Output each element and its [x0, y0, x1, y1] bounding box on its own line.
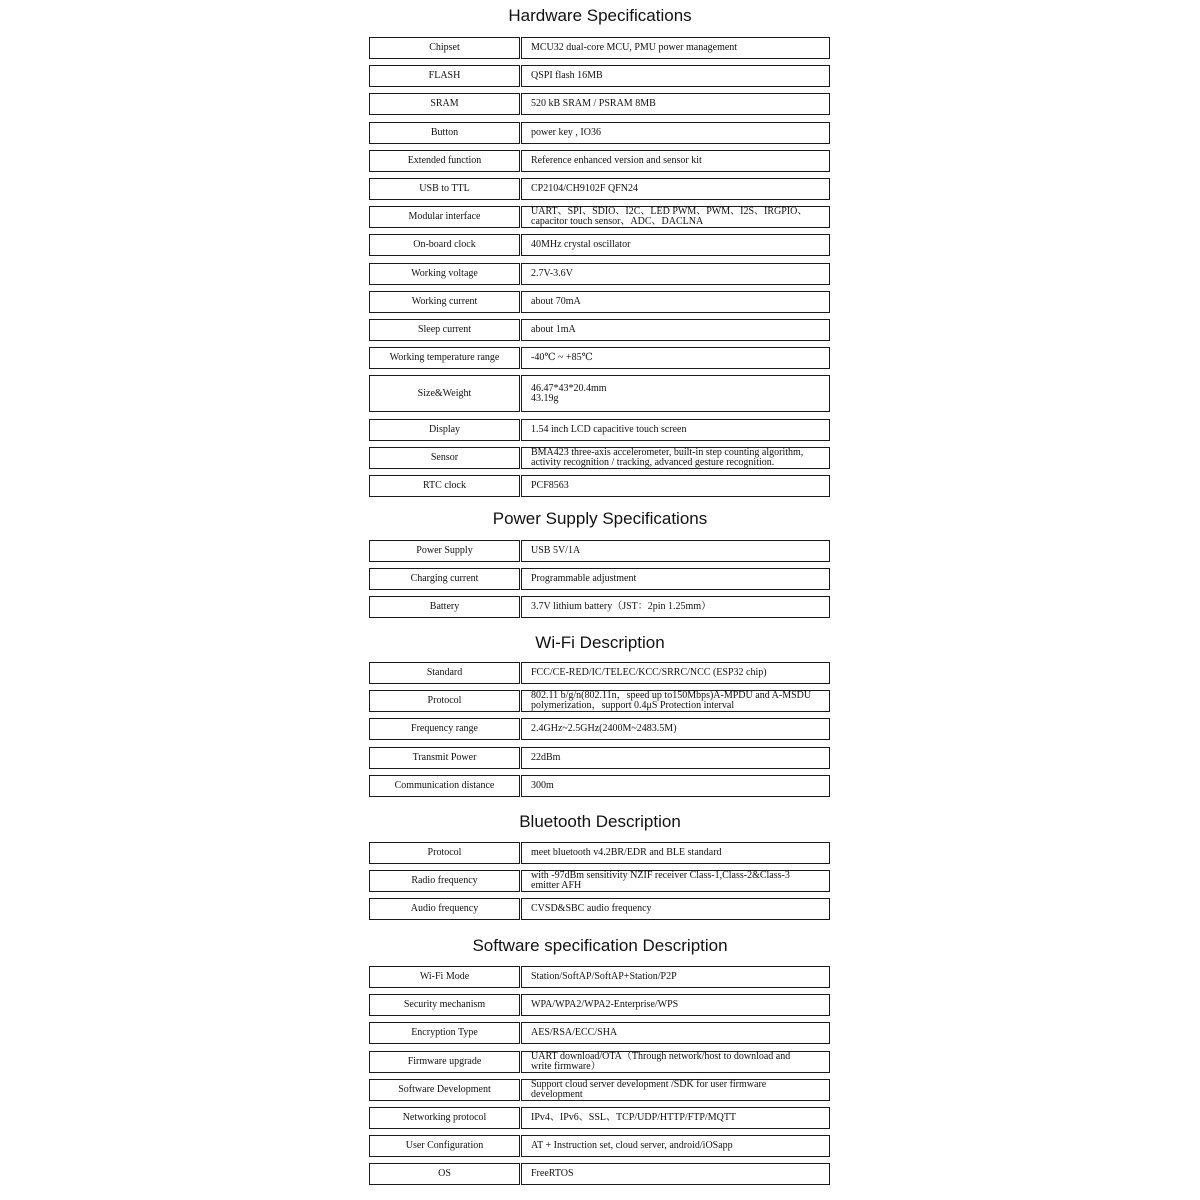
spec-value-text: 1.54 inch LCD capacitive touch screen [531, 424, 687, 435]
spec-value [521, 37, 830, 59]
spec-value-text: UART、SPI、SDIO、I2C、LED PWM、PWM、I2S、IRGPIO、 capacitor touch sensor、ADC、DACLNA [531, 206, 808, 227]
spec-value-text: Programmable adjustment [531, 573, 637, 584]
spec-label: Button [369, 122, 520, 144]
spec-value [521, 596, 830, 618]
spec-value [521, 1107, 830, 1129]
spec-value-text: AES/RSA/ECC/SHA [531, 1027, 618, 1038]
spec-value-text: 46.47*43*20.4mm 43.19g [531, 382, 607, 404]
spec-value [521, 662, 830, 684]
spec-value [521, 375, 830, 412]
spec-label: Radio frequency [369, 870, 520, 892]
spec-label: Charging current [369, 568, 520, 590]
spec-value-text: with -97dBm sensitivity NZIF receiver Class-1,Class-2&Class-3 emitter AFH [531, 870, 790, 891]
spec-value [521, 447, 830, 469]
spec-row [369, 1051, 830, 1073]
spec-label: Transmit Power [369, 747, 520, 769]
spec-label: Communication distance [369, 775, 520, 797]
spec-value-text: QSPI flash 16MB [531, 70, 603, 81]
spec-value-text: 520 kB SRAM / PSRAM 8MB [531, 98, 656, 109]
spec-value-text: Support cloud server development /SDK for user firmware development [531, 1079, 767, 1100]
spec-row [369, 206, 830, 228]
spec-value-text: Reference enhanced version and sensor kit [531, 155, 702, 166]
spec-value [521, 1163, 830, 1185]
spec-label: Power Supply [369, 540, 520, 562]
section-title: Power Supply Specifications [492, 509, 708, 528]
spec-value-text: 2.7V-3.6V [531, 268, 573, 279]
spec-label: Encryption Type [369, 1022, 520, 1044]
spec-value [521, 568, 830, 590]
spec-label: Audio frequency [369, 898, 520, 920]
spec-row [369, 718, 830, 740]
spec-row [369, 37, 830, 59]
spec-row [369, 1022, 830, 1044]
spec-row [369, 870, 830, 892]
spec-label: Battery [369, 596, 520, 618]
spec-row [369, 93, 830, 115]
spec-value-text: USB 5V/1A [531, 545, 581, 556]
spec-value [521, 234, 830, 256]
spec-label: Chipset [369, 37, 520, 59]
spec-value-text: WPA/WPA2/WPA2-Enterprise/WPS [531, 999, 679, 1010]
spec-row [369, 234, 830, 256]
spec-label: On-board clock [369, 234, 520, 256]
spec-value-text: 22dBm [531, 752, 561, 763]
spec-label: OS [369, 1163, 520, 1185]
spec-label: Networking protocol [369, 1107, 520, 1129]
spec-label: Size&Weight [369, 375, 520, 412]
spec-value [521, 1022, 830, 1044]
spec-row [369, 1135, 830, 1157]
spec-label: RTC clock [369, 475, 520, 497]
spec-value [521, 93, 830, 115]
spec-value-text: CP2104/CH9102F QFN24 [531, 183, 638, 194]
spec-row [369, 568, 830, 590]
spec-label: Protocol [369, 842, 520, 864]
spec-value-text: meet bluetooth v4.2BR/EDR and BLE standard [531, 847, 722, 858]
spec-value-text: 300m [531, 780, 554, 791]
spec-label: SRAM [369, 93, 520, 115]
spec-row [369, 540, 830, 562]
spec-value-text: 802.11 b/g/n(802.11n，speed up to150Mbps)A-MPDU and A-MSDU polymerization，support 0.4μS Protection interval [531, 690, 812, 711]
spec-label: USB to TTL [369, 178, 520, 200]
spec-value-text: BMA423 three-axis accelerometer, built-in step counting algorithm, activity recognition / tracking, advanced gesture recognition. [531, 447, 804, 468]
spec-value-text: FreeRTOS [531, 1168, 574, 1179]
spec-value-text: about 1mA [531, 324, 576, 335]
spec-value [521, 690, 830, 712]
spec-label: Security mechanism [369, 994, 520, 1016]
spec-label: Sleep current [369, 319, 520, 341]
spec-row [369, 1079, 830, 1101]
spec-value-text: FCC/CE-RED/IC/TELEC/KCC/SRRC/NCC (ESP32 chip) [531, 667, 767, 678]
spec-value [521, 263, 830, 285]
spec-label: FLASH [369, 65, 520, 87]
spec-value-text: 40MHz crystal oscillator [531, 239, 631, 250]
spec-value [521, 718, 830, 740]
section-title: Wi-Fi Description [535, 633, 665, 652]
spec-row [369, 447, 830, 469]
spec-label: Software Development [369, 1079, 520, 1101]
section-title: Hardware Specifications [508, 6, 692, 25]
spec-label: Modular interface [369, 206, 520, 228]
spec-row [369, 65, 830, 87]
spec-label: Wi-Fi Mode [369, 966, 520, 988]
spec-value [521, 842, 830, 864]
spec-row [369, 898, 830, 920]
spec-value-text: -40℃ ~ +85℃ [531, 352, 593, 363]
spec-value [521, 475, 830, 497]
spec-value [521, 178, 830, 200]
spec-value-text: 2.4GHz~2.5GHz(2400M~2483.5M) [531, 723, 677, 734]
spec-value-text: IPv4、IPv6、SSL、TCP/UDP/HTTP/FTP/MQTT [531, 1112, 737, 1123]
spec-value [521, 966, 830, 988]
spec-row [369, 1163, 830, 1185]
spec-value [521, 540, 830, 562]
spec-row [369, 842, 830, 864]
spec-value [521, 870, 830, 892]
spec-row [369, 150, 830, 172]
spec-value [521, 1079, 830, 1101]
spec-value-text: power key , IO36 [531, 127, 601, 138]
section-title: Software specification Description [472, 936, 728, 955]
spec-value [521, 747, 830, 769]
spec-row [369, 662, 830, 684]
spec-value [521, 65, 830, 87]
spec-row [369, 319, 830, 341]
spec-label: Working voltage [369, 263, 520, 285]
spec-row [369, 375, 830, 412]
spec-row [369, 475, 830, 497]
spec-value-text: UART download/OTA（Through network/host to download and write firmware） [531, 1051, 791, 1072]
spec-value [521, 206, 830, 228]
spec-row [369, 1107, 830, 1129]
spec-value [521, 1051, 830, 1073]
spec-value [521, 775, 830, 797]
spec-row [369, 347, 830, 369]
spec-label: Firmware upgrade [369, 1051, 520, 1073]
spec-row [369, 419, 830, 441]
spec-row [369, 775, 830, 797]
spec-label: Extended function [369, 150, 520, 172]
spec-value [521, 347, 830, 369]
spec-value-text: about 70mA [531, 296, 581, 307]
spec-row [369, 747, 830, 769]
spec-label: Standard [369, 662, 520, 684]
spec-label: Protocol [369, 690, 520, 712]
spec-value [521, 994, 830, 1016]
spec-value-text: CVSD&SBC audio frequency [531, 903, 652, 914]
spec-label: User Configuration [369, 1135, 520, 1157]
spec-value-text: Station/SoftAP/SoftAP+Station/P2P [531, 971, 677, 982]
spec-row [369, 263, 830, 285]
spec-row [369, 291, 830, 313]
spec-value [521, 150, 830, 172]
spec-label: Sensor [369, 447, 520, 469]
spec-label: Display [369, 419, 520, 441]
spec-row [369, 966, 830, 988]
spec-value-text: 3.7V lithium battery（JST：2pin 1.25mm） [531, 601, 712, 612]
spec-value [521, 291, 830, 313]
spec-row [369, 596, 830, 618]
spec-value [521, 898, 830, 920]
section-title: Bluetooth Description [519, 812, 681, 831]
spec-value [521, 419, 830, 441]
spec-row [369, 178, 830, 200]
spec-value [521, 122, 830, 144]
spec-value [521, 1135, 830, 1157]
spec-row [369, 122, 830, 144]
spec-row [369, 690, 830, 712]
spec-label: Working temperature range [369, 347, 520, 369]
spec-value-text: PCF8563 [531, 480, 569, 491]
spec-value-text: AT + Instruction set, cloud server, android/iOSapp [531, 1140, 733, 1151]
spec-value-text: MCU32 dual-core MCU, PMU power management [531, 42, 738, 53]
spec-label: Working current [369, 291, 520, 313]
spec-row [369, 994, 830, 1016]
spec-label: Frequency range [369, 718, 520, 740]
spec-value [521, 319, 830, 341]
